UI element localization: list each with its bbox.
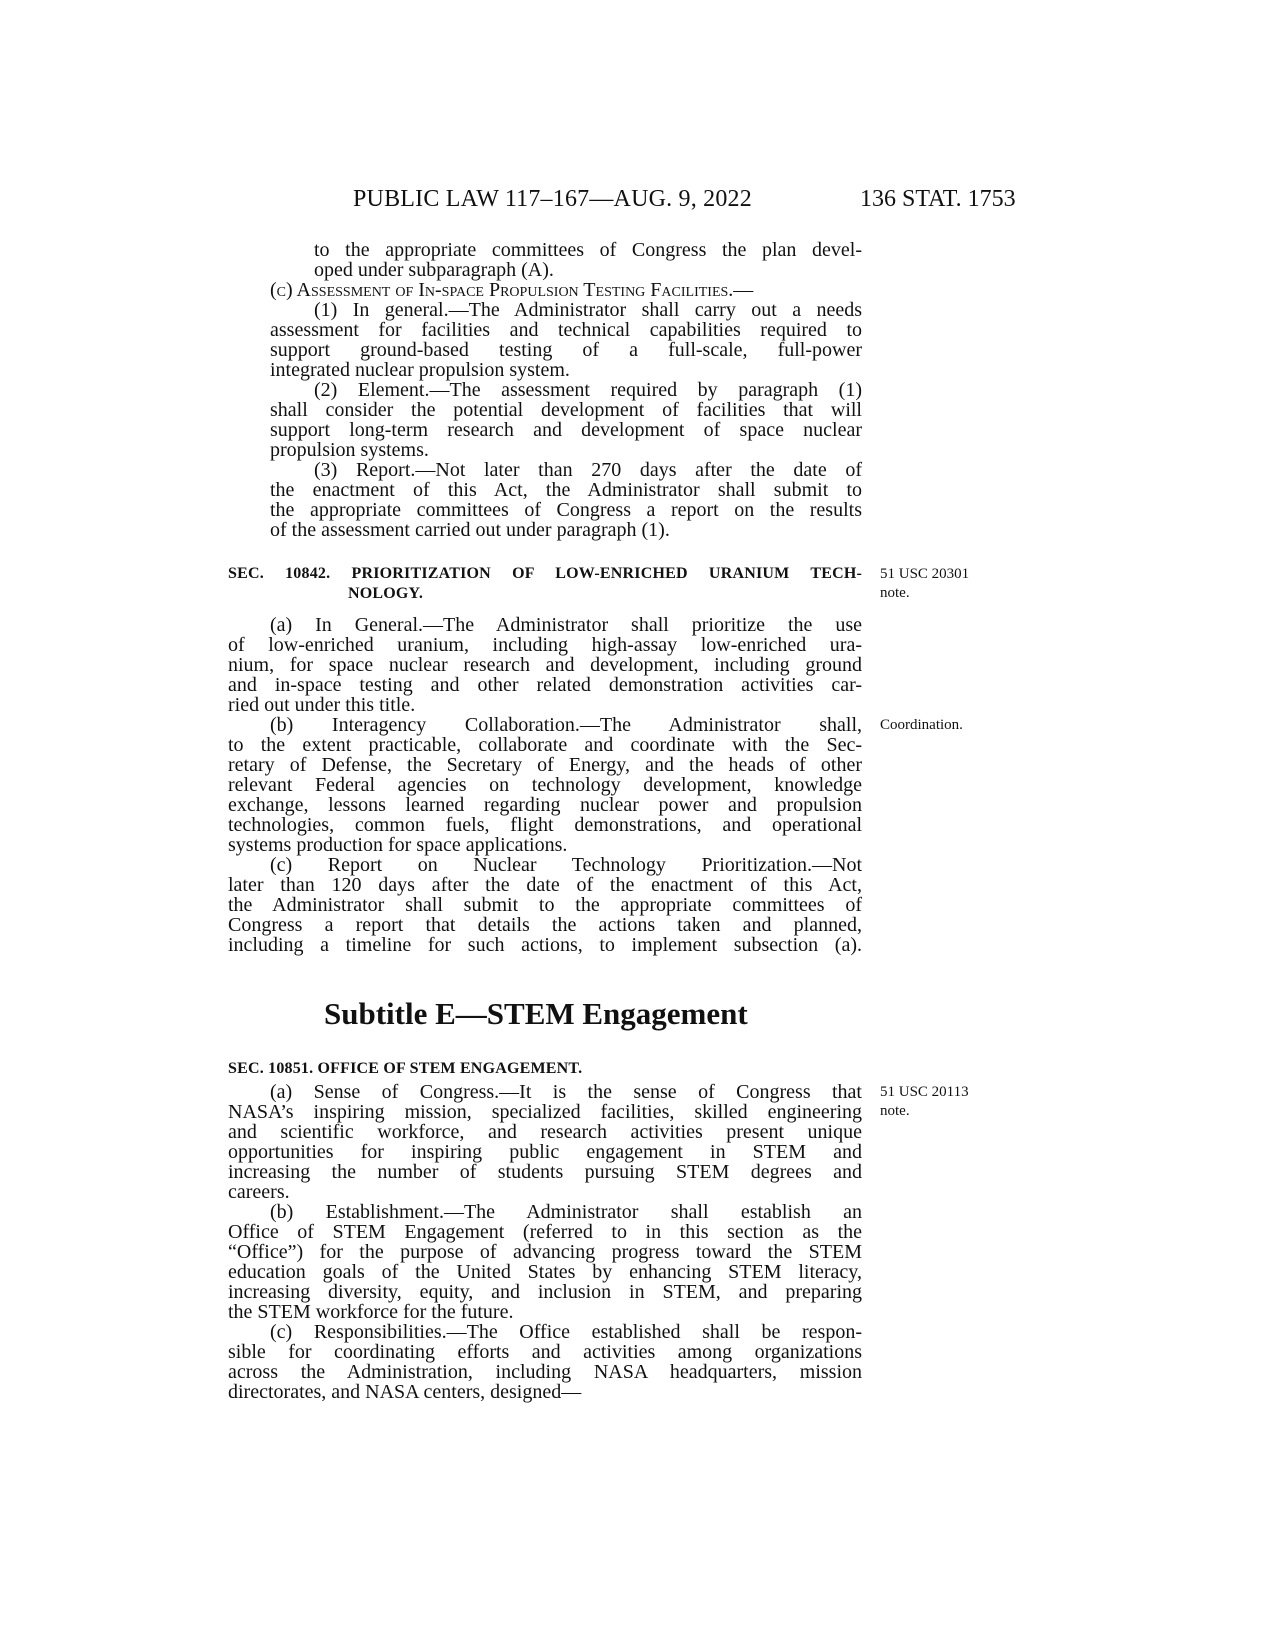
text-line: technologies, common fuels, flight demonstrations, and operational — [228, 814, 862, 836]
section-heading-continued: NOLOGY. — [348, 585, 424, 602]
text-line: opportunities for inspiring public engagement in STEM and — [228, 1141, 862, 1163]
text-line: increasing diversity, equity, and inclusion in STEM, and preparing — [228, 1281, 862, 1303]
margin-note-citation: 51 USC 20301 — [880, 566, 970, 582]
text-line: retary of Defense, the Secretary of Energy, and the heads of other — [228, 754, 862, 776]
text-line: to the extent practicable, collaborate and coordinate with the Sec- — [228, 734, 862, 756]
text-line: support long-term research and development of space nuclear — [270, 419, 862, 441]
text-line: (2) Element.—The assessment required by paragraph (1) — [314, 379, 862, 401]
text-line: Congress a report that details the actions taken and planned, — [228, 914, 862, 936]
margin-note-citation-suffix: note. — [880, 1103, 910, 1119]
running-header-title: PUBLIC LAW 117–167—AUG. 9, 2022 — [353, 186, 752, 212]
text-line: integrated nuclear propulsion system. — [270, 359, 570, 381]
text-line: (c) Responsibilities.—The Office established shall be respon- — [270, 1321, 862, 1343]
text-line: relevant Federal agencies on technology development, knowledge — [228, 774, 862, 796]
text-line: (a) Sense of Congress.—It is the sense of Congress that — [270, 1081, 862, 1103]
text-line: the STEM workforce for the future. — [228, 1301, 514, 1323]
text-line: nium, for space nuclear research and development, including ground — [228, 654, 862, 676]
text-line: systems production for space applications. — [228, 834, 568, 856]
text-line: ried out under this title. — [228, 694, 416, 716]
text-line: the Administrator shall submit to the appropriate committees of — [228, 894, 862, 916]
text-line: the appropriate committees of Congress a report on the results — [270, 499, 862, 521]
subsection-heading: (c) Assessment of In-space Propulsion Testing Facilities.— — [270, 279, 754, 301]
text-line: increasing the number of students pursuing STEM degrees and — [228, 1161, 862, 1183]
text-line: of the assessment carried out under paragraph (1). — [270, 519, 670, 541]
text-line: sible for coordinating efforts and activities among organizations — [228, 1341, 862, 1363]
margin-note-citation-suffix: note. — [880, 585, 910, 601]
text-line: careers. — [228, 1181, 290, 1203]
text-line: support ground-based testing of a full-scale, full-power — [270, 339, 862, 361]
text-line: shall consider the potential development of facilities that will — [270, 399, 862, 421]
text-line: “Office”) for the purpose of advancing progress toward the STEM — [228, 1241, 862, 1263]
text-line: (a) In General.—The Administrator shall prioritize the use — [270, 614, 862, 636]
text-line: directorates, and NASA centers, designed— — [228, 1381, 582, 1403]
text-line: Office of STEM Engagement (referred to in this section as the — [228, 1221, 862, 1243]
section-heading: SEC. 10851. OFFICE OF STEM ENGAGEMENT. — [228, 1060, 583, 1077]
text-line: education goals of the United States by enhancing STEM literacy, — [228, 1261, 862, 1283]
text-line: assessment for facilities and technical capabilities required to — [270, 319, 862, 341]
text-line: of low-enriched uranium, including high-assay low-enriched ura- — [228, 634, 862, 656]
text-line: (c) Report on Nuclear Technology Prioritization.—Not — [270, 854, 862, 876]
text-line: (b) Interagency Collaboration.—The Administrator shall, — [270, 714, 862, 736]
text-line: exchange, lessons learned regarding nuclear power and propulsion — [228, 794, 862, 816]
section-heading: SEC. 10842. PRIORITIZATION OF LOW-ENRICHED URANIUM TECH- — [228, 565, 862, 582]
text-line: and in-space testing and other related demonstration activities car- — [228, 674, 862, 696]
text-line: NASA’s inspiring mission, specialized facilities, skilled engineering — [228, 1101, 862, 1123]
text-line: and scientific workforce, and research activities present unique — [228, 1121, 862, 1143]
text-line: including a timeline for such actions, to implement subsection (a). — [228, 934, 862, 956]
margin-note-citation: 51 USC 20113 — [880, 1084, 969, 1100]
text-line: (3) Report.—Not later than 270 days after the date of — [314, 459, 862, 481]
text-line: (b) Establishment.—The Administrator shall establish an — [270, 1201, 862, 1223]
text-line: later than 120 days after the date of the enactment of this Act, — [228, 874, 862, 896]
text-line: the enactment of this Act, the Administrator shall submit to — [270, 479, 862, 501]
text-line: to the appropriate committees of Congress the plan devel- — [314, 239, 862, 261]
running-header-page-number: 136 STAT. 1753 — [860, 186, 1016, 212]
margin-note-coordination: Coordination. — [880, 717, 963, 733]
text-line: (1) In general.—The Administrator shall carry out a needs — [314, 299, 862, 321]
text-line: propulsion systems. — [270, 439, 429, 461]
text-line: across the Administration, including NASA headquarters, mission — [228, 1361, 862, 1383]
subtitle-heading: Subtitle E—STEM Engagement — [324, 996, 748, 1031]
text-line: oped under subparagraph (A). — [314, 259, 554, 281]
